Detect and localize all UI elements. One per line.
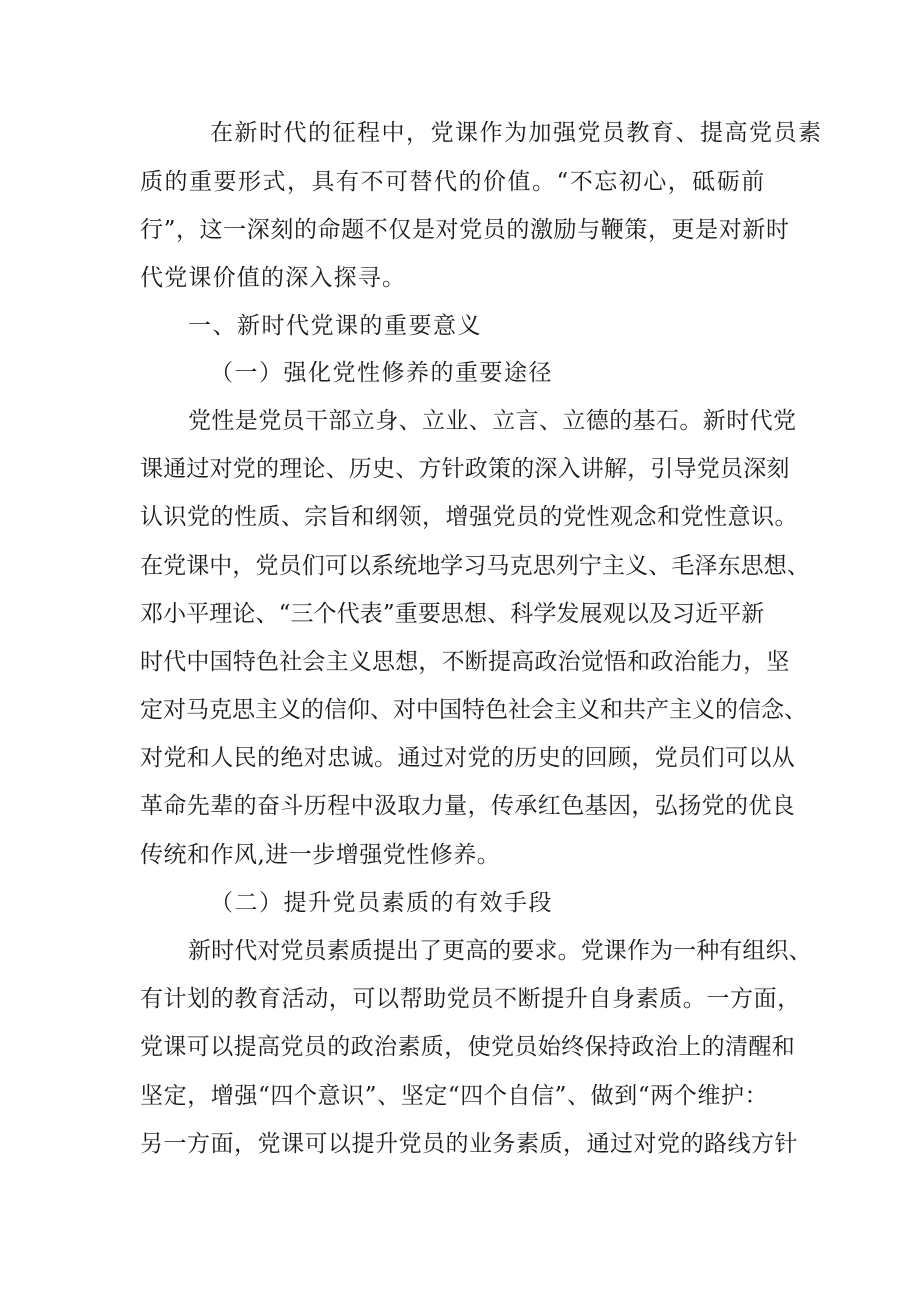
subsection-1-line-10: 传统和作风,进一步增强党性修养。 (140, 842, 501, 868)
subsection-2-heading: （二）提升党员素质的有效手段 (210, 890, 553, 916)
subsection-2-line-4: 坚定，增强“四个意识”、坚定“四个自信”、做到“两个维护： (140, 1083, 769, 1109)
intro-line-1: 在新时代的征程中，党课作为加强党员教育、提高党员素 (210, 120, 823, 146)
intro-line-3: 行”，这一深刻的命题不仅是对党员的激励与鞭策，更是对新时 (140, 217, 790, 243)
subsection-2-line-5: 另一方面，党课可以提升党员的业务素质，通过对党的路线方针 (140, 1131, 798, 1157)
intro-line-4: 代党课价值的深入探寻。 (140, 265, 407, 291)
subsection-2-line-2: 有计划的教育活动，可以帮助党员不断提升自身素质。一方面， (140, 986, 801, 1012)
subsection-1-line-3: 认识党的性质、宗旨和纲领，增强党员的党性观念和党性意识。 (140, 504, 798, 530)
section-heading: 一、新时代党课的重要意义 (188, 313, 482, 339)
subsection-1-line-7: 定对马克思主义的信仰、对中国特色社会主义和共产主义的信念、 (140, 697, 807, 723)
subsection-1-line-2: 课通过对党的理论、历史、方针政策的深入讲解，引导党员深刻 (140, 456, 790, 482)
subsection-1-line-1: 党性是党员干部立身、立业、立言、立德的基石。新时代党 (188, 408, 797, 434)
subsection-1-heading: （一）强化党性修养的重要途径 (210, 360, 553, 386)
subsection-2-line-1: 新时代对党员素质提出了更高的要求。党课作为一种有组织、 (188, 938, 812, 964)
subsection-1-line-6: 时代中国特色社会主义思想，不断提高政治觉悟和政治能力，坚 (140, 649, 790, 675)
subsection-1-line-4: 在党课中，党员们可以系统地学习马克思列宁主义、毛泽东思想、 (140, 553, 810, 579)
subsection-1-line-5: 邓小平理论、“三个代表”重要思想、科学发展观以及习近平新 (140, 601, 765, 627)
subsection-1-line-8: 对党和人民的绝对忠诚。通过对党的历史的回顾，党员们可以从 (140, 745, 796, 771)
subsection-1-line-9: 革命先辈的奋斗历程中汲取力量，传承红色基因，弘扬党的优良 (140, 793, 796, 819)
intro-line-2: 质的重要形式，具有不可替代的价值。“不忘初心，砥砺前 (140, 169, 766, 195)
subsection-2-line-3: 党课可以提高党员的政治素质，使党员始终保持政治上的清醒和 (140, 1034, 796, 1060)
